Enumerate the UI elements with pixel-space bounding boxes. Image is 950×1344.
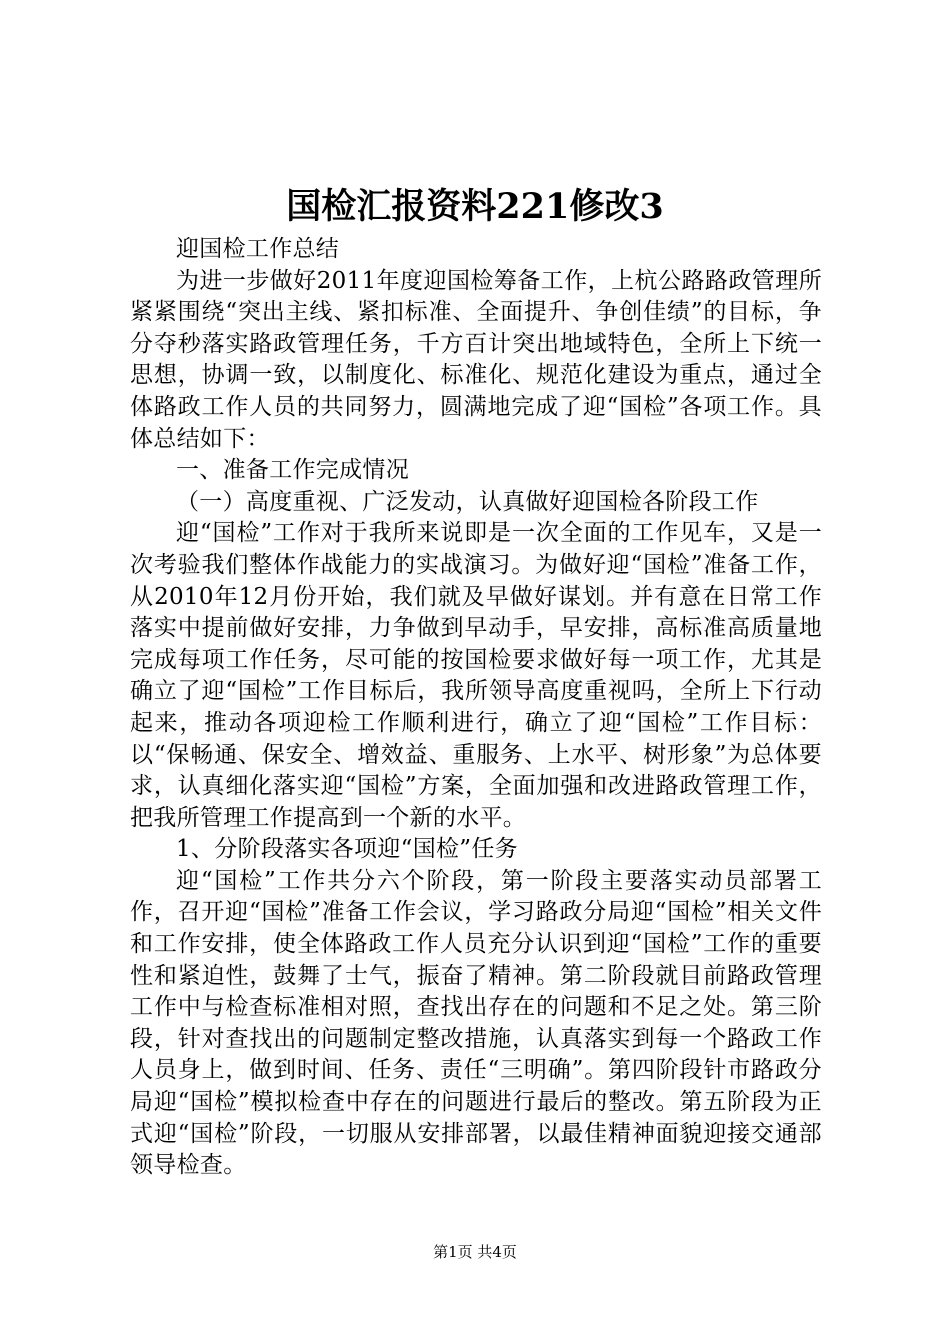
paragraph-body: 迎“国检”工作共分六个阶段，第一阶段主要落实动员部署工作，召开迎“国检”准备工作会议，学习路政分局迎“国检”相关文件和工作安排，使全体路政工作人员充分认识到迎“国检”工作的重要性和紧迫性，鼓舞了士气，振奋了精神。第二阶段就目前路政管理工作中与检查标准相对照，查找出存在的问题和不足之处。第三阶段，针对查找出的问题制定整改措施，认真落实到每一个路政工作人员身上，做到时间、任务、责任“三明确”。第四阶段针市路政分局迎“国检”模拟检查中存在的问题进行最后的整改。第五阶段为正式迎“国检”阶段，一切服从安排部署，以最佳精神面貌迎接交通部领导检查。 xyxy=(130,867,822,1179)
subsection-heading: （一）高度重视、广泛发动，认真做好迎国检各阶段工作 xyxy=(176,488,759,515)
item-heading: 1、分阶段落实各项迎“国检”任务 xyxy=(176,836,518,863)
paragraph-body: 迎“国检”工作对于我所来说即是一次全面的工作见车，又是一次考验我们整体作战能力的实战演习。为做好迎“国检”准备工作，从2010年12月份开始，我们就及早做好谋划。并有意在日常工作落实中提前做好安排，力争做到早动手，早安排，高标准高质量地完成每项工作任务，尽可能的按国检要求做好每一项工作，尤其是确立了迎“国检”工作目标后，我所领导高度重视吗，全所上下行动起来，推动各项迎检工作顺利进行，确立了迎“国检”工作目标：以“保畅通、保安全、增效益、重服务、上水平、树形象”为总体要求，认真细化落实迎“国检”方案，全面加强和改进路政管理工作，把我所管理工作提高到一个新的水平。 xyxy=(130,520,822,831)
document-title: 国检汇报资料221修改3 xyxy=(286,186,664,227)
page-number: 第1页 共4页 xyxy=(433,1243,517,1261)
section-heading: 一、准备工作完成情况 xyxy=(176,457,409,484)
paragraph-heading: 迎国检工作总结 xyxy=(176,236,340,262)
paragraph-intro: 为进一步做好2011年度迎国检筹备工作，上杭公路路政管理所紧紧围绕“突出主线、紧扣标准、全面提升、争创佳绩”的目标，争分夺秒落实路政管理任务，千方百计突出地域特色，全所上下统一思想，协调一致，以制度化、标准化、规范化建设为重点，通过全体路政工作人员的共同努力，圆满地完成了迎“国检”各项工作。具体总结如下： xyxy=(130,267,822,452)
document-body xyxy=(130,234,822,1182)
